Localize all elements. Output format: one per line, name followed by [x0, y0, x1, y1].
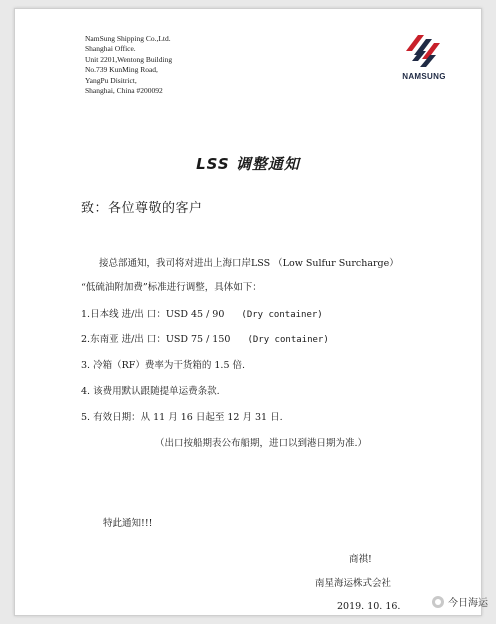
intro-line-1: 接总部通知，我司将对进出上海口岸LSS （Low Sulfur Surcharge）: [99, 258, 399, 269]
list-item: [81, 409, 283, 423]
intro-line-2: “低硫油附加费”标准进行调整，具体如下：: [81, 282, 262, 293]
list-item: [81, 306, 323, 320]
item-text: 该费用默认跟随提单运费条款.: [93, 386, 220, 397]
namsung-logo-icon: [402, 31, 446, 71]
item-note: (Dry container): [241, 310, 323, 320]
address-line: NamSung Shipping Co.,Ltd.: [85, 34, 171, 43]
sender-address: [85, 34, 172, 96]
watermark-text: 今日海运: [448, 598, 488, 609]
item-number: 1.: [81, 309, 91, 320]
item-text: 日本线 进/出 口：USD 45 / 90: [90, 309, 225, 320]
notice-date: 2019. 10. 16.: [337, 601, 401, 612]
closing: 特此通知!!!: [103, 518, 153, 529]
address-line: Shanghai Office.: [85, 44, 136, 54]
regards: 商祺!: [349, 554, 372, 565]
address-line: Shanghai, China #200092: [85, 86, 163, 96]
address-line: YangPu Disitrict,: [85, 75, 137, 85]
salutation: 致：各位尊敬的客户: [81, 201, 203, 216]
notice-document: [14, 8, 482, 616]
company-signature: 南星海运株式会社: [315, 578, 392, 589]
address-line: Unit 2201,Wentong Building: [85, 54, 173, 64]
item-text: 冷箱（RF）费率为干货箱的 1.5 倍.: [93, 360, 246, 371]
item-number: 3.: [81, 360, 91, 371]
watermark: [432, 594, 488, 609]
notice-title: LSS 调整通知: [196, 155, 300, 173]
item-number: 4.: [81, 386, 91, 397]
list-item: [81, 357, 245, 371]
item-number: 5.: [81, 412, 91, 423]
list-item: [81, 383, 220, 397]
list-item: [81, 331, 329, 345]
item-text: 有效日期：从 11 月 16 日起至 12 月 31 日.: [93, 412, 283, 423]
address-line: No.739 KunMing Road,: [85, 65, 158, 75]
logo-wordmark: NAMSUNG: [402, 72, 446, 81]
namsung-logo: [393, 31, 455, 81]
item-note: (Dry container): [247, 335, 329, 345]
item-text: 东南亚 进/出 口：USD 75 / 150: [90, 334, 231, 345]
remark: （出口按船期表公布船期，进口以到港日期为准.）: [155, 438, 368, 449]
wechat-channel-icon: [432, 596, 444, 608]
item-number: 2.: [81, 334, 91, 345]
